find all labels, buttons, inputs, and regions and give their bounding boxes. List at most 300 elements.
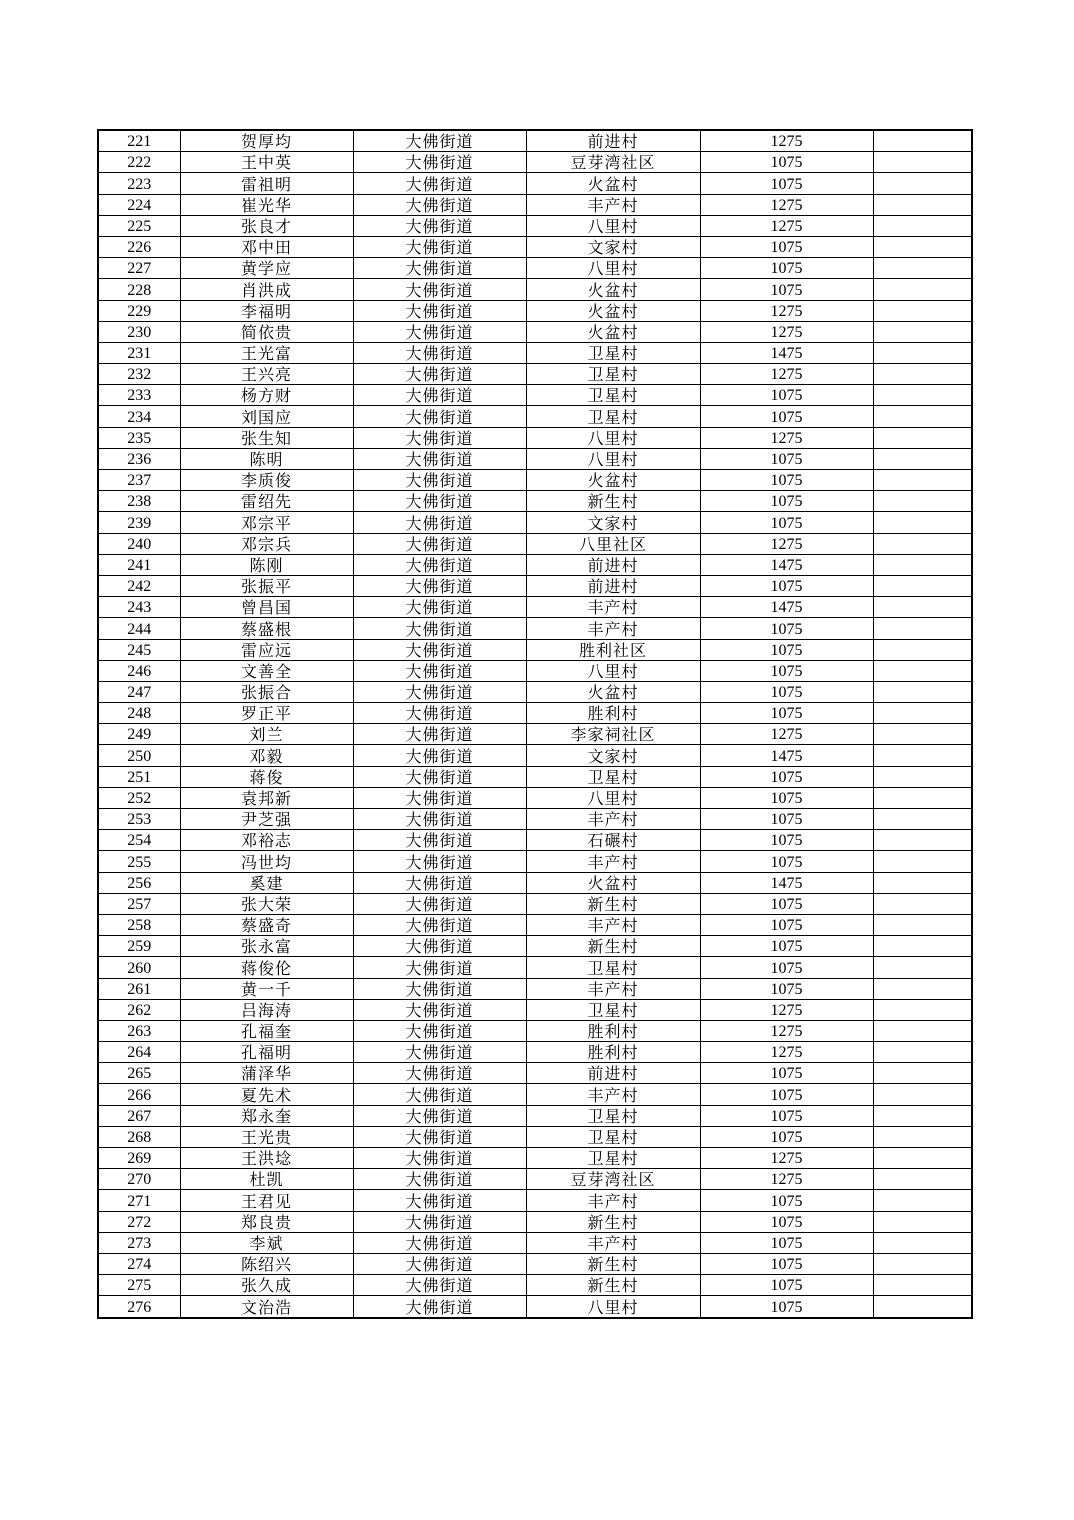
person-name-cell: 简依贵 — [180, 321, 353, 342]
row-number-cell: 260 — [98, 957, 180, 978]
village-cell: 火盆村 — [526, 872, 700, 893]
note-cell — [873, 724, 972, 745]
street-cell: 大佛街道 — [353, 703, 526, 724]
row-number-cell: 243 — [98, 597, 180, 618]
table-row — [98, 703, 972, 724]
person-name-cell: 王兴亮 — [180, 364, 353, 385]
village-cell: 新生村 — [526, 1253, 700, 1274]
row-number-cell: 252 — [98, 787, 180, 808]
row-number-cell: 228 — [98, 279, 180, 300]
village-cell: 豆芽湾社区 — [526, 1169, 700, 1190]
row-number-cell: 273 — [98, 1232, 180, 1253]
row-number-cell: 224 — [98, 194, 180, 215]
row-number-cell: 232 — [98, 364, 180, 385]
row-number-cell: 237 — [98, 470, 180, 491]
row-number-cell: 264 — [98, 1042, 180, 1063]
amount-cell: 1075 — [700, 893, 873, 914]
amount-cell: 1275 — [700, 130, 873, 152]
street-cell: 大佛街道 — [353, 745, 526, 766]
street-cell: 大佛街道 — [353, 258, 526, 279]
table-row — [98, 597, 972, 618]
person-name-cell: 张良才 — [180, 215, 353, 236]
street-cell: 大佛街道 — [353, 851, 526, 872]
note-cell — [873, 554, 972, 575]
person-name-cell: 罗正平 — [180, 703, 353, 724]
person-name-cell: 郑永奎 — [180, 1105, 353, 1126]
amount-cell: 1075 — [700, 936, 873, 957]
person-name-cell: 陈绍兴 — [180, 1253, 353, 1274]
person-name-cell: 雷应远 — [180, 639, 353, 660]
amount-cell: 1475 — [700, 342, 873, 363]
street-cell: 大佛街道 — [353, 1211, 526, 1232]
amount-cell: 1075 — [700, 258, 873, 279]
row-number-cell: 265 — [98, 1063, 180, 1084]
row-number-cell: 267 — [98, 1105, 180, 1126]
note-cell — [873, 1169, 972, 1190]
amount-cell: 1075 — [700, 470, 873, 491]
village-cell: 八里村 — [526, 1296, 700, 1318]
row-number-cell: 246 — [98, 660, 180, 681]
table-row — [98, 300, 972, 321]
street-cell: 大佛街道 — [353, 491, 526, 512]
row-number-cell: 225 — [98, 215, 180, 236]
street-cell: 大佛街道 — [353, 321, 526, 342]
note-cell — [873, 660, 972, 681]
note-cell — [873, 787, 972, 808]
table-row — [98, 1211, 972, 1232]
note-cell — [873, 533, 972, 554]
note-cell — [873, 1232, 972, 1253]
table-row — [98, 766, 972, 787]
note-cell — [873, 512, 972, 533]
row-number-cell: 257 — [98, 893, 180, 914]
person-name-cell: 奚建 — [180, 872, 353, 893]
street-cell: 大佛街道 — [353, 978, 526, 999]
row-number-cell: 268 — [98, 1126, 180, 1147]
village-cell: 新生村 — [526, 1275, 700, 1296]
amount-cell: 1075 — [700, 1063, 873, 1084]
row-number-cell: 247 — [98, 681, 180, 702]
table-row — [98, 681, 972, 702]
note-cell — [873, 681, 972, 702]
note-cell — [873, 1084, 972, 1105]
village-cell: 前进村 — [526, 575, 700, 596]
row-number-cell: 262 — [98, 999, 180, 1020]
street-cell: 大佛街道 — [353, 470, 526, 491]
street-cell: 大佛街道 — [353, 1042, 526, 1063]
note-cell — [873, 1042, 972, 1063]
street-cell: 大佛街道 — [353, 152, 526, 173]
amount-cell: 1075 — [700, 1126, 873, 1147]
person-name-cell: 蔡盛根 — [180, 618, 353, 639]
village-cell: 丰产村 — [526, 597, 700, 618]
row-number-cell: 248 — [98, 703, 180, 724]
note-cell — [873, 851, 972, 872]
person-name-cell: 陈明 — [180, 448, 353, 469]
amount-cell: 1075 — [700, 618, 873, 639]
person-name-cell: 文治浩 — [180, 1296, 353, 1318]
row-number-cell: 229 — [98, 300, 180, 321]
person-name-cell: 王洪埝 — [180, 1148, 353, 1169]
table-row — [98, 1190, 972, 1211]
row-number-cell: 242 — [98, 575, 180, 596]
person-name-cell: 蒋俊 — [180, 766, 353, 787]
note-cell — [873, 745, 972, 766]
village-cell: 火盆村 — [526, 470, 700, 491]
table-row — [98, 491, 972, 512]
row-number-cell: 263 — [98, 1020, 180, 1041]
row-number-cell: 230 — [98, 321, 180, 342]
person-name-cell: 王光富 — [180, 342, 353, 363]
street-cell: 大佛街道 — [353, 194, 526, 215]
table-row — [98, 406, 972, 427]
street-cell: 大佛街道 — [353, 1296, 526, 1318]
village-cell: 石碾村 — [526, 830, 700, 851]
village-cell: 八里村 — [526, 215, 700, 236]
amount-cell: 1075 — [700, 809, 873, 830]
person-name-cell: 尹芝强 — [180, 809, 353, 830]
row-number-cell: 259 — [98, 936, 180, 957]
village-cell: 卫星村 — [526, 406, 700, 427]
amount-cell: 1075 — [700, 1275, 873, 1296]
person-name-cell: 王中英 — [180, 152, 353, 173]
table-row — [98, 1105, 972, 1126]
table-row — [98, 639, 972, 660]
amount-cell: 1075 — [700, 1190, 873, 1211]
row-number-cell: 254 — [98, 830, 180, 851]
note-cell — [873, 385, 972, 406]
note-cell — [873, 936, 972, 957]
table-row — [98, 1063, 972, 1084]
person-name-cell: 贺厚均 — [180, 130, 353, 152]
amount-cell: 1275 — [700, 427, 873, 448]
village-cell: 八里社区 — [526, 533, 700, 554]
table-row — [98, 999, 972, 1020]
note-cell — [873, 364, 972, 385]
person-name-cell: 雷绍先 — [180, 491, 353, 512]
row-number-cell: 261 — [98, 978, 180, 999]
amount-cell: 1475 — [700, 597, 873, 618]
person-name-cell: 黄学应 — [180, 258, 353, 279]
row-number-cell: 239 — [98, 512, 180, 533]
street-cell: 大佛街道 — [353, 809, 526, 830]
person-name-cell: 邓中田 — [180, 236, 353, 257]
street-cell: 大佛街道 — [353, 448, 526, 469]
roster-table-body — [98, 130, 972, 1318]
street-cell: 大佛街道 — [353, 914, 526, 935]
table-row — [98, 1169, 972, 1190]
village-cell: 胜利村 — [526, 1042, 700, 1063]
amount-cell: 1275 — [700, 999, 873, 1020]
amount-cell: 1075 — [700, 152, 873, 173]
amount-cell: 1075 — [700, 660, 873, 681]
village-cell: 李家祠社区 — [526, 724, 700, 745]
row-number-cell: 227 — [98, 258, 180, 279]
note-cell — [873, 448, 972, 469]
person-name-cell: 邓宗平 — [180, 512, 353, 533]
table-row — [98, 533, 972, 554]
village-cell: 丰产村 — [526, 194, 700, 215]
village-cell: 卫星村 — [526, 1148, 700, 1169]
street-cell: 大佛街道 — [353, 936, 526, 957]
amount-cell: 1075 — [700, 766, 873, 787]
table-row — [98, 215, 972, 236]
street-cell: 大佛街道 — [353, 512, 526, 533]
note-cell — [873, 236, 972, 257]
amount-cell: 1075 — [700, 173, 873, 194]
street-cell: 大佛街道 — [353, 639, 526, 660]
table-row — [98, 512, 972, 533]
row-number-cell: 258 — [98, 914, 180, 935]
table-row — [98, 130, 972, 152]
street-cell: 大佛街道 — [353, 1190, 526, 1211]
row-number-cell: 271 — [98, 1190, 180, 1211]
street-cell: 大佛街道 — [353, 236, 526, 257]
person-name-cell: 李质俊 — [180, 470, 353, 491]
table-row — [98, 787, 972, 808]
village-cell: 新生村 — [526, 1211, 700, 1232]
row-number-cell: 236 — [98, 448, 180, 469]
village-cell: 胜利村 — [526, 1020, 700, 1041]
person-name-cell: 杜凯 — [180, 1169, 353, 1190]
village-cell: 丰产村 — [526, 1232, 700, 1253]
village-cell: 文家村 — [526, 745, 700, 766]
amount-cell: 1075 — [700, 1084, 873, 1105]
table-row — [98, 618, 972, 639]
table-row — [98, 1275, 972, 1296]
amount-cell: 1075 — [700, 385, 873, 406]
row-number-cell: 226 — [98, 236, 180, 257]
note-cell — [873, 342, 972, 363]
street-cell: 大佛街道 — [353, 215, 526, 236]
street-cell: 大佛街道 — [353, 533, 526, 554]
village-cell: 卫星村 — [526, 1105, 700, 1126]
row-number-cell: 231 — [98, 342, 180, 363]
amount-cell: 1075 — [700, 978, 873, 999]
street-cell: 大佛街道 — [353, 999, 526, 1020]
person-name-cell: 张振合 — [180, 681, 353, 702]
table-row — [98, 936, 972, 957]
amount-cell: 1075 — [700, 236, 873, 257]
note-cell — [873, 999, 972, 1020]
person-name-cell: 蔡盛奇 — [180, 914, 353, 935]
amount-cell: 1075 — [700, 406, 873, 427]
note-cell — [873, 1020, 972, 1041]
note-cell — [873, 470, 972, 491]
row-number-cell: 255 — [98, 851, 180, 872]
amount-cell: 1475 — [700, 554, 873, 575]
note-cell — [873, 427, 972, 448]
note-cell — [873, 597, 972, 618]
row-number-cell: 269 — [98, 1148, 180, 1169]
note-cell — [873, 1148, 972, 1169]
note-cell — [873, 1275, 972, 1296]
table-row — [98, 830, 972, 851]
amount-cell: 1075 — [700, 639, 873, 660]
village-cell: 八里村 — [526, 427, 700, 448]
row-number-cell: 276 — [98, 1296, 180, 1318]
village-cell: 卫星村 — [526, 385, 700, 406]
amount-cell: 1275 — [700, 1169, 873, 1190]
row-number-cell: 256 — [98, 872, 180, 893]
table-row — [98, 957, 972, 978]
amount-cell: 1075 — [700, 1232, 873, 1253]
table-row — [98, 364, 972, 385]
row-number-cell: 245 — [98, 639, 180, 660]
street-cell: 大佛街道 — [353, 385, 526, 406]
village-cell: 新生村 — [526, 893, 700, 914]
street-cell: 大佛街道 — [353, 1020, 526, 1041]
amount-cell: 1275 — [700, 321, 873, 342]
row-number-cell: 238 — [98, 491, 180, 512]
table-row — [98, 872, 972, 893]
person-name-cell: 黄一千 — [180, 978, 353, 999]
amount-cell: 1075 — [700, 1211, 873, 1232]
village-cell: 丰产村 — [526, 851, 700, 872]
amount-cell: 1275 — [700, 533, 873, 554]
street-cell: 大佛街道 — [353, 787, 526, 808]
street-cell: 大佛街道 — [353, 1105, 526, 1126]
row-number-cell: 275 — [98, 1275, 180, 1296]
village-cell: 卫星村 — [526, 364, 700, 385]
row-number-cell: 240 — [98, 533, 180, 554]
street-cell: 大佛街道 — [353, 766, 526, 787]
person-name-cell: 张永富 — [180, 936, 353, 957]
note-cell — [873, 639, 972, 660]
row-number-cell: 272 — [98, 1211, 180, 1232]
village-cell: 胜利社区 — [526, 639, 700, 660]
note-cell — [873, 258, 972, 279]
village-cell: 八里村 — [526, 448, 700, 469]
village-cell: 新生村 — [526, 936, 700, 957]
person-name-cell: 蒲泽华 — [180, 1063, 353, 1084]
street-cell: 大佛街道 — [353, 681, 526, 702]
note-cell — [873, 491, 972, 512]
village-cell: 火盆村 — [526, 300, 700, 321]
street-cell: 大佛街道 — [353, 597, 526, 618]
note-cell — [873, 872, 972, 893]
street-cell: 大佛街道 — [353, 130, 526, 152]
amount-cell: 1075 — [700, 914, 873, 935]
street-cell: 大佛街道 — [353, 427, 526, 448]
note-cell — [873, 300, 972, 321]
roster-table — [97, 129, 973, 1319]
table-row — [98, 321, 972, 342]
street-cell: 大佛街道 — [353, 1169, 526, 1190]
street-cell: 大佛街道 — [353, 1253, 526, 1274]
street-cell: 大佛街道 — [353, 660, 526, 681]
person-name-cell: 夏先术 — [180, 1084, 353, 1105]
village-cell: 丰产村 — [526, 1084, 700, 1105]
table-row — [98, 1042, 972, 1063]
table-row — [98, 258, 972, 279]
person-name-cell: 刘兰 — [180, 724, 353, 745]
note-cell — [873, 215, 972, 236]
table-row — [98, 173, 972, 194]
village-cell: 文家村 — [526, 236, 700, 257]
street-cell: 大佛街道 — [353, 724, 526, 745]
street-cell: 大佛街道 — [353, 957, 526, 978]
row-number-cell: 274 — [98, 1253, 180, 1274]
table-row — [98, 1148, 972, 1169]
person-name-cell: 孔福奎 — [180, 1020, 353, 1041]
village-cell: 八里村 — [526, 660, 700, 681]
amount-cell: 1275 — [700, 1148, 873, 1169]
person-name-cell: 吕海涛 — [180, 999, 353, 1020]
person-name-cell: 陈刚 — [180, 554, 353, 575]
village-cell: 丰产村 — [526, 1190, 700, 1211]
note-cell — [873, 321, 972, 342]
table-row — [98, 745, 972, 766]
village-cell: 胜利村 — [526, 703, 700, 724]
amount-cell: 1275 — [700, 1042, 873, 1063]
street-cell: 大佛街道 — [353, 1148, 526, 1169]
street-cell: 大佛街道 — [353, 830, 526, 851]
person-name-cell: 张生知 — [180, 427, 353, 448]
amount-cell: 1275 — [700, 215, 873, 236]
person-name-cell: 张振平 — [180, 575, 353, 596]
village-cell: 火盆村 — [526, 173, 700, 194]
street-cell: 大佛街道 — [353, 554, 526, 575]
note-cell — [873, 1253, 972, 1274]
table-row — [98, 152, 972, 173]
amount-cell: 1475 — [700, 745, 873, 766]
note-cell — [873, 766, 972, 787]
person-name-cell: 文善全 — [180, 660, 353, 681]
table-row — [98, 236, 972, 257]
amount-cell: 1075 — [700, 1105, 873, 1126]
person-name-cell: 邓宗兵 — [180, 533, 353, 554]
village-cell: 火盆村 — [526, 279, 700, 300]
row-number-cell: 266 — [98, 1084, 180, 1105]
person-name-cell: 崔光华 — [180, 194, 353, 215]
amount-cell: 1275 — [700, 364, 873, 385]
amount-cell: 1075 — [700, 1296, 873, 1318]
amount-cell: 1075 — [700, 851, 873, 872]
street-cell: 大佛街道 — [353, 173, 526, 194]
amount-cell: 1075 — [700, 512, 873, 533]
row-number-cell: 234 — [98, 406, 180, 427]
row-number-cell: 253 — [98, 809, 180, 830]
street-cell: 大佛街道 — [353, 364, 526, 385]
table-row — [98, 575, 972, 596]
row-number-cell: 270 — [98, 1169, 180, 1190]
note-cell — [873, 1190, 972, 1211]
note-cell — [873, 957, 972, 978]
village-cell: 卫星村 — [526, 342, 700, 363]
amount-cell: 1275 — [700, 724, 873, 745]
person-name-cell: 孔福明 — [180, 1042, 353, 1063]
table-row — [98, 385, 972, 406]
table-row — [98, 809, 972, 830]
table-row — [98, 851, 972, 872]
note-cell — [873, 406, 972, 427]
person-name-cell: 冯世均 — [180, 851, 353, 872]
table-row — [98, 470, 972, 491]
person-name-cell: 肖洪成 — [180, 279, 353, 300]
street-cell: 大佛街道 — [353, 893, 526, 914]
table-row — [98, 448, 972, 469]
row-number-cell: 251 — [98, 766, 180, 787]
table-row — [98, 660, 972, 681]
amount-cell: 1075 — [700, 448, 873, 469]
village-cell: 八里村 — [526, 258, 700, 279]
person-name-cell: 张久成 — [180, 1275, 353, 1296]
village-cell: 前进村 — [526, 1063, 700, 1084]
amount-cell: 1275 — [700, 194, 873, 215]
row-number-cell: 244 — [98, 618, 180, 639]
village-cell: 火盆村 — [526, 321, 700, 342]
